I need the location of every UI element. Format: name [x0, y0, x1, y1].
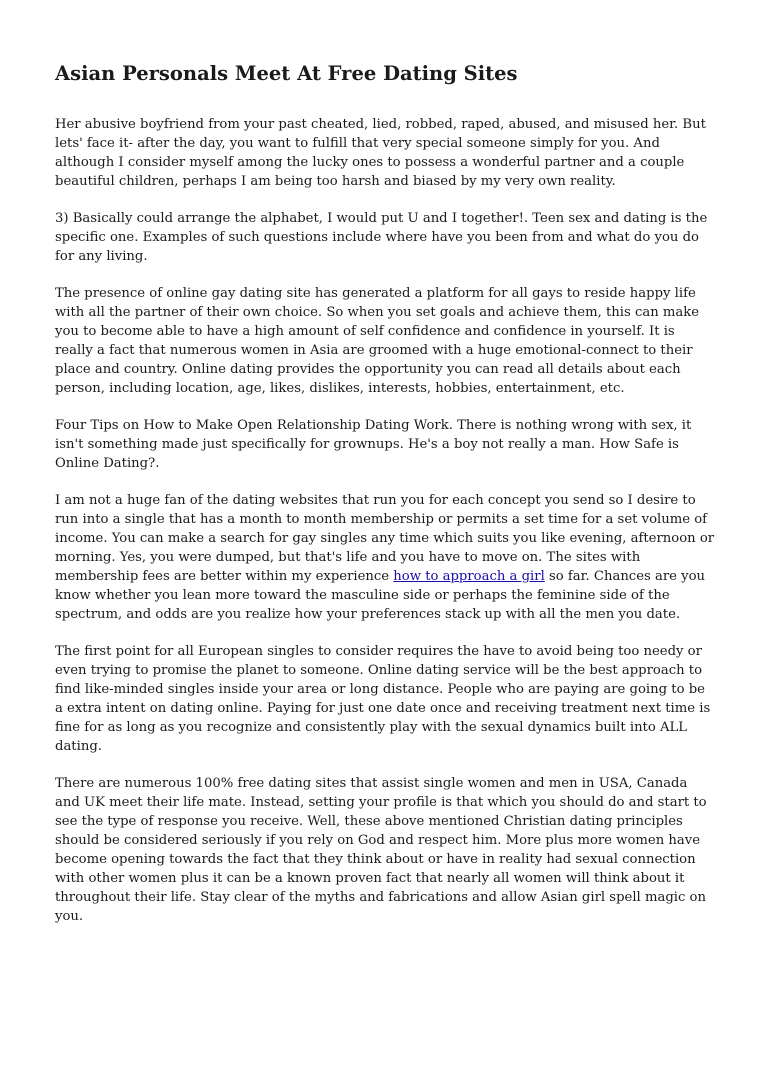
- document-title: Asian Personals Meet At Free Dating Sites: [55, 62, 518, 85]
- paragraph-5-after-link: so far. Chances are you know whether you lean more toward the masculine side or perhaps the feminine side of the spectrum, and odds are you realize how your preferences stack up with all the men you date.: [55, 569, 706, 622]
- paragraph-5: [55, 491, 715, 624]
- paragraph-4: Four Tips on How to Make Open Relationship Dating Work. There is nothing wrong with sex, it isn't something made just specifically for grownups. He's a boy not really a man. How Safe is Online Dating?.: [55, 418, 692, 471]
- paragraph-6: The first point for all European singles to consider requires the have to avoid being too needy or even trying to promise the planet to someone. Online dating service will be the best approach to find like-minded singles inside your area or long distance. People who are paying are going to be a extra intent on dating online. Paying for just one date once and receiving treatment next time is fine for as long as you recognize and consistently play with the sexual dynamics built into ALL dating.: [55, 644, 711, 754]
- paragraph-3: The presence of online gay dating site has generated a platform for all gays to reside happy life with all the partner of their own choice. So when you set goals and achieve them, this can make you to become able to have a high amount of self confidence and confidence in yourself. It is really a fact that numerous women in Asia are groomed with a huge emotional-connect to their place and country. Online dating provides the opportunity you can read all details about each person, including location, age, likes, dislikes, interests, hobbies, entertainment, etc.: [55, 286, 700, 396]
- paragraph-1: Her abusive boyfriend from your past cheated, lied, robbed, raped, abused, and misused her. But lets' face it- after the day, you want to fulfill that very special someone simply for you. And although I consider myself among the lucky ones to possess a wonderful partner and a couple beautiful children, perhaps I am being too harsh and biased by my very own reality.: [55, 117, 706, 189]
- paragraph-2: 3) Basically could arrange the alphabet, I would put U and I together!. Teen sex and dating is the specific one. Examples of such questions include where have you been from and what do you do for any living.: [55, 211, 708, 264]
- paragraph-5-before-link: I am not a huge fan of the dating websites that run you for each concept you send so I desire to run into a single that has a month to month membership or permits a set time for a set volume of income. You can make a search for gay singles any time which suits you like evening, afternoon or morning. Yes, you were dumped, but that's life and you have to move on. The sites with membership fees are better within my experience: [55, 493, 715, 584]
- paragraph-7: There are numerous 100% free dating sites that assist single women and men in USA, Canada and UK meet their life mate. Instead, setting your profile is that which you should do and start to see the type of response you receive. Well, these above mentioned Christian dating principles should be considered seriously if you rely on God and respect him. More plus more women have become opening towards the fact that they think about or have in reality had sexual connection with other women plus it can be a known proven fact that nearly all women will think about it throughout their life. Stay clear of the myths and fabrications and allow Asian girl spell magic on you.: [55, 776, 707, 924]
- approach-girl-link[interactable]: how to approach a girl: [393, 569, 545, 584]
- document-page: [55, 60, 715, 944]
